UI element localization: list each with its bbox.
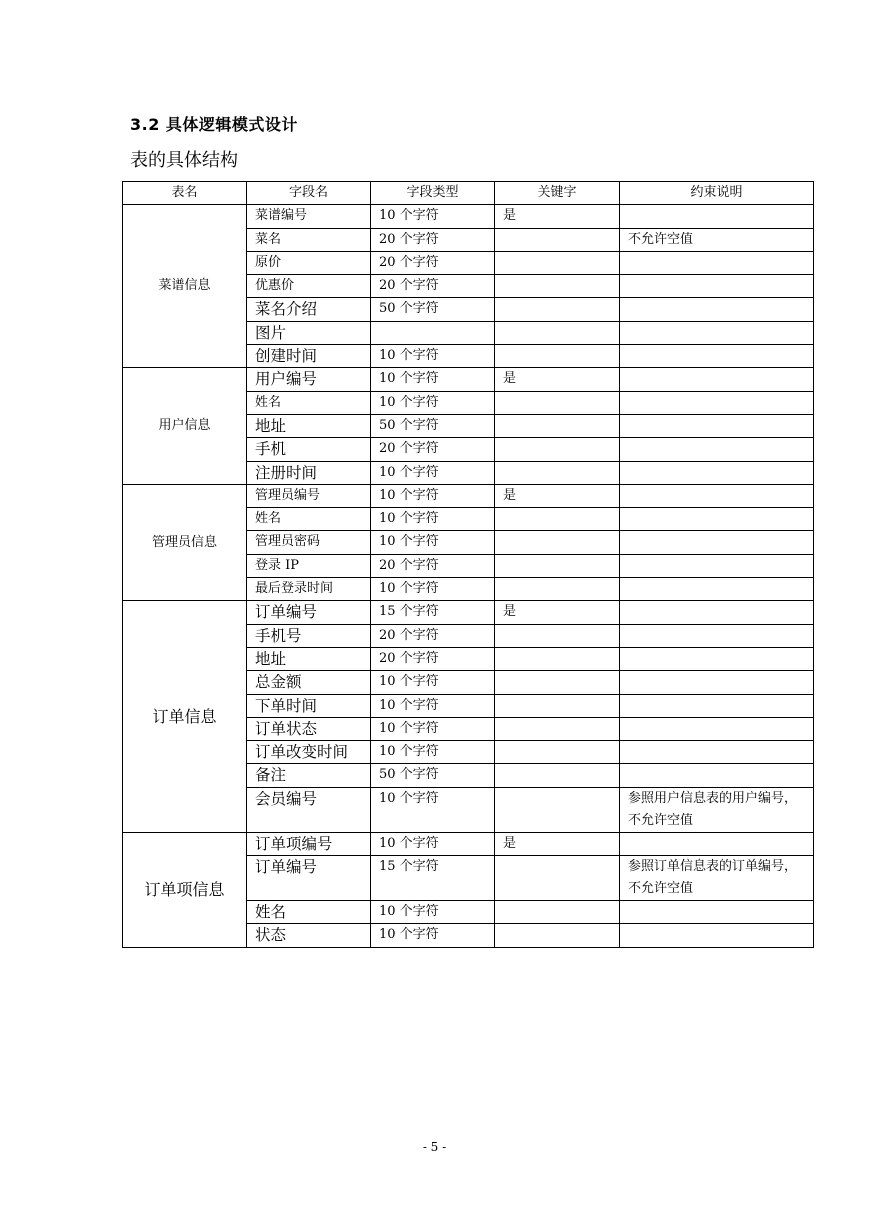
field-type-cell: 10 个字符 [371, 578, 495, 601]
field-type-cell: 50 个字符 [371, 764, 495, 787]
header-field-type: 字段类型 [371, 182, 495, 205]
key-cell [495, 856, 620, 901]
field-name-cell: 备注 [247, 764, 371, 787]
field-name-cell: 姓名 [247, 508, 371, 531]
key-cell [495, 924, 620, 947]
key-cell [495, 391, 620, 414]
field-name-cell: 最后登录时间 [247, 578, 371, 601]
constraint-cell [620, 901, 814, 924]
field-type-cell: 10 个字符 [371, 508, 495, 531]
key-cell: 是 [495, 368, 620, 391]
key-cell [495, 624, 620, 647]
constraint-cell [620, 601, 814, 624]
field-name-cell: 下单时间 [247, 694, 371, 717]
header-constraint: 约束说明 [620, 182, 814, 205]
field-type-cell: 20 个字符 [371, 647, 495, 670]
key-cell [495, 764, 620, 787]
key-cell [495, 228, 620, 251]
constraint-cell [620, 414, 814, 437]
field-name-cell: 地址 [247, 647, 371, 670]
field-name-cell: 订单编号 [247, 601, 371, 624]
field-type-cell: 10 个字符 [371, 391, 495, 414]
table-row [123, 205, 814, 228]
field-name-cell: 菜谱编号 [247, 205, 371, 228]
field-type-cell: 20 个字符 [371, 438, 495, 461]
key-cell [495, 414, 620, 437]
field-name-cell: 状态 [247, 924, 371, 947]
field-name-cell: 管理员密码 [247, 531, 371, 554]
field-name-cell: 地址 [247, 414, 371, 437]
field-name-cell: 菜名 [247, 228, 371, 251]
key-cell [495, 554, 620, 577]
field-name-cell: 手机 [247, 438, 371, 461]
constraint-cell [620, 345, 814, 368]
key-cell: 是 [495, 601, 620, 624]
field-name-cell: 订单状态 [247, 717, 371, 740]
field-type-cell: 10 个字符 [371, 787, 495, 832]
key-cell [495, 531, 620, 554]
constraint-cell [620, 298, 814, 321]
field-name-cell: 手机号 [247, 624, 371, 647]
table-name-cell: 订单项信息 [123, 832, 247, 947]
constraint-cell: 不允许空值 [620, 228, 814, 251]
constraint-cell [620, 531, 814, 554]
constraint-cell [620, 578, 814, 601]
table-name-cell: 菜谱信息 [123, 205, 247, 368]
key-cell [495, 694, 620, 717]
key-cell [495, 298, 620, 321]
field-name-cell: 会员编号 [247, 787, 371, 832]
table-name-cell: 管理员信息 [123, 484, 247, 600]
field-name-cell: 总金额 [247, 671, 371, 694]
key-cell [495, 578, 620, 601]
field-type-cell: 10 个字符 [371, 345, 495, 368]
field-type-cell: 10 个字符 [371, 484, 495, 507]
field-name-cell: 注册时间 [247, 461, 371, 484]
constraint-cell [620, 275, 814, 298]
constraint-cell [620, 251, 814, 274]
key-cell: 是 [495, 832, 620, 855]
constraint-cell: 参照用户信息表的用户编号，不允许空值 [620, 787, 814, 832]
field-name-cell: 订单改变时间 [247, 741, 371, 764]
field-name-cell: 登录 IP [247, 554, 371, 577]
field-type-cell: 10 个字符 [371, 924, 495, 947]
table-name-cell: 订单信息 [123, 601, 247, 832]
key-cell: 是 [495, 205, 620, 228]
key-cell [495, 671, 620, 694]
field-name-cell: 图片 [247, 321, 371, 344]
header-key: 关键字 [495, 182, 620, 205]
constraint-cell [620, 391, 814, 414]
key-cell [495, 717, 620, 740]
table-name-cell: 用户信息 [123, 368, 247, 484]
field-type-cell: 10 个字符 [371, 694, 495, 717]
table-header-row [123, 182, 814, 205]
table-caption: 表的具体结构 [130, 150, 238, 171]
field-name-cell: 用户编号 [247, 368, 371, 391]
table-row [123, 832, 814, 855]
field-name-cell: 姓名 [247, 901, 371, 924]
field-type-cell: 15 个字符 [371, 601, 495, 624]
constraint-cell [620, 484, 814, 507]
field-type-cell: 10 个字符 [371, 531, 495, 554]
field-name-cell: 姓名 [247, 391, 371, 414]
field-type-cell: 10 个字符 [371, 717, 495, 740]
field-type-cell: 20 个字符 [371, 554, 495, 577]
field-name-cell: 创建时间 [247, 345, 371, 368]
key-cell: 是 [495, 484, 620, 507]
header-field-name: 字段名 [247, 182, 371, 205]
key-cell [495, 901, 620, 924]
field-type-cell: 10 个字符 [371, 368, 495, 391]
field-type-cell: 10 个字符 [371, 205, 495, 228]
field-type-cell: 20 个字符 [371, 624, 495, 647]
constraint-cell [620, 694, 814, 717]
constraint-cell [620, 508, 814, 531]
constraint-cell [620, 924, 814, 947]
constraint-cell [620, 461, 814, 484]
constraint-cell [620, 624, 814, 647]
constraint-cell [620, 671, 814, 694]
schema-table [122, 181, 814, 948]
key-cell [495, 787, 620, 832]
field-type-cell: 10 个字符 [371, 901, 495, 924]
page-number: - 5 - [422, 1140, 447, 1154]
field-type-cell: 10 个字符 [371, 461, 495, 484]
field-type-cell: 20 个字符 [371, 275, 495, 298]
table-row [123, 484, 814, 507]
constraint-cell [620, 717, 814, 740]
field-type-cell: 10 个字符 [371, 741, 495, 764]
key-cell [495, 508, 620, 531]
key-cell [495, 321, 620, 344]
field-type-cell: 10 个字符 [371, 832, 495, 855]
section-title: 3.2 具体逻辑模式设计 [130, 115, 298, 134]
table-row [123, 368, 814, 391]
constraint-cell: 参照订单信息表的订单编号，不允许空值 [620, 856, 814, 901]
field-name-cell: 订单项编号 [247, 832, 371, 855]
key-cell [495, 741, 620, 764]
key-cell [495, 647, 620, 670]
field-name-cell: 订单编号 [247, 856, 371, 901]
field-type-cell: 10 个字符 [371, 671, 495, 694]
field-name-cell: 优惠价 [247, 275, 371, 298]
field-type-cell: 15 个字符 [371, 856, 495, 901]
constraint-cell [620, 438, 814, 461]
constraint-cell [620, 554, 814, 577]
field-name-cell: 管理员编号 [247, 484, 371, 507]
constraint-cell [620, 647, 814, 670]
table-row [123, 601, 814, 624]
header-table-name: 表名 [123, 182, 247, 205]
field-type-cell: 20 个字符 [371, 228, 495, 251]
constraint-cell [620, 764, 814, 787]
field-type-cell [371, 321, 495, 344]
field-name-cell: 菜名介绍 [247, 298, 371, 321]
key-cell [495, 275, 620, 298]
key-cell [495, 461, 620, 484]
constraint-cell [620, 321, 814, 344]
constraint-cell [620, 205, 814, 228]
constraint-cell [620, 741, 814, 764]
field-type-cell: 20 个字符 [371, 251, 495, 274]
constraint-cell [620, 832, 814, 855]
key-cell [495, 438, 620, 461]
key-cell [495, 345, 620, 368]
field-type-cell: 50 个字符 [371, 414, 495, 437]
field-name-cell: 原价 [247, 251, 371, 274]
key-cell [495, 251, 620, 274]
field-type-cell: 50 个字符 [371, 298, 495, 321]
constraint-cell [620, 368, 814, 391]
